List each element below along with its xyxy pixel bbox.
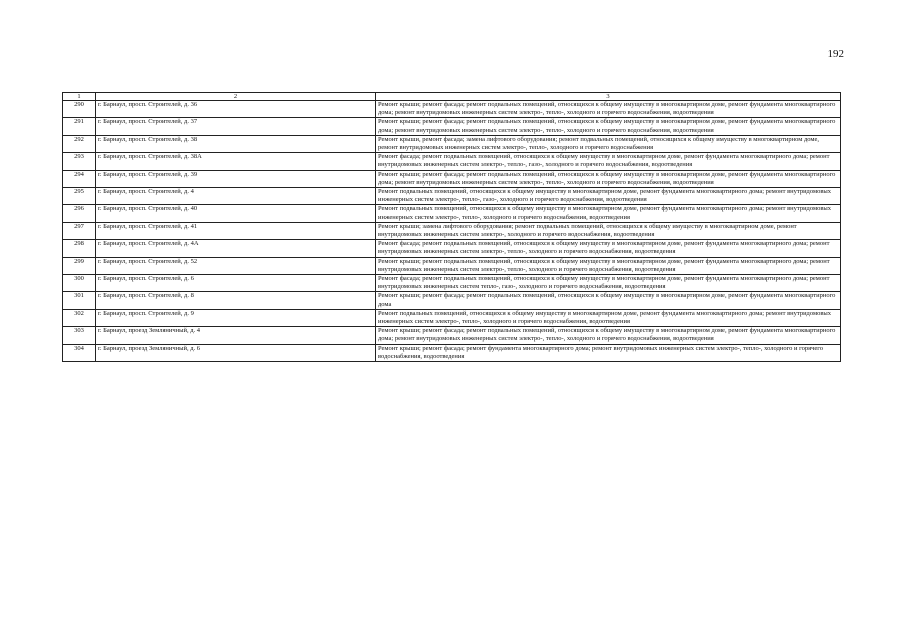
page-number: 192	[827, 48, 844, 60]
row-works: Ремонт крыши; ремонт фасада; ремонт подвальных помещений, относящихся к общему имуществу в многоквартирном доме, ремонт фундамента многоквартирного дома; ремонт внутридомовых инженерных систем электро-, тепло-, холодного и горячего водоснабжения, водоотведения	[376, 170, 841, 187]
row-number: 303	[63, 327, 96, 344]
row-works: Ремонт крыши; ремонт фасада; ремонт подвальных помещений, относящихся к общему имуществу в многоквартирном доме, ремонт фундамента многоквартирного дома; ремонт внутридомовых инженерных систем электро-, тепло-, холодного и горячего водоснабжения, водоотведения	[376, 327, 841, 344]
row-number: 290	[63, 101, 96, 118]
row-works: Ремонт фасада; ремонт подвальных помещений, относящихся к общему имуществу в многоквартирном доме, ремонт фундамента многоквартирного дома; ремонт внутридомовых инженерных систем электро-, тепло-, газо-, холодного и горячего водоснабжения, водоотведения	[376, 153, 841, 170]
row-address: г. Барнаул, просп. Строителей, д. 37	[96, 118, 376, 135]
column-header-number: 1	[63, 93, 96, 101]
row-address: г. Барнаул, просп. Строителей, д. 38А	[96, 153, 376, 170]
registry-table	[62, 92, 841, 362]
row-number: 292	[63, 135, 96, 152]
row-number: 294	[63, 170, 96, 187]
table-row	[63, 275, 841, 292]
row-works: Ремонт фасада; ремонт подвальных помещений, относящихся к общему имуществу в многоквартирном доме, ремонт фундамента многоквартирного дома; ремонт внутридомовых инженерных систем тепло-, газо-, холодного и горячего водоснабжения, водоотведения	[376, 275, 841, 292]
column-header-works: 3	[376, 93, 841, 101]
row-number: 293	[63, 153, 96, 170]
row-number: 291	[63, 118, 96, 135]
row-works: Ремонт подвальных помещений, относящихся к общему имуществу в многоквартирном доме, ремонт фундамента многоквартирного дома; ремонт внутридомовых инженерных систем электро-, тепло-, холодного и горячего водоснабжения, водоотведения	[376, 309, 841, 326]
row-number: 295	[63, 188, 96, 205]
table-row	[63, 118, 841, 135]
row-works: Ремонт крыши; ремонт подвальных помещений, относящихся к общему имуществу в многоквартирном доме, ремонт фундамента многоквартирного дома; ремонт внутридомовых инженерных систем электро-, тепло-, холодного и горячего водоснабжения, водоотведения	[376, 257, 841, 274]
row-address: г. Барнаул, просп. Строителей, д. 9	[96, 309, 376, 326]
row-number: 299	[63, 257, 96, 274]
row-number: 302	[63, 309, 96, 326]
table-row	[63, 344, 841, 361]
row-number: 298	[63, 240, 96, 257]
row-works: Ремонт крыши; ремонт фасада; ремонт подвальных помещений, относящихся к общему имуществу в многоквартирном доме, ремонт фундамента многоквартирного дома	[376, 292, 841, 309]
table-row	[63, 327, 841, 344]
table-row	[63, 292, 841, 309]
row-works: Ремонт крыши; ремонт фасада; ремонт подвальных помещений, относящихся к общему имуществу в многоквартирном доме, ремонт фундамента многоквартирного дома; ремонт внутридомовых инженерных систем электро-, тепло-, холодного и горячего водоснабжения, водоотведения	[376, 101, 841, 118]
table-row	[63, 309, 841, 326]
row-address: г. Барнаул, проезд Земляничный, д. 6	[96, 344, 376, 361]
row-number: 300	[63, 275, 96, 292]
row-address: г. Барнаул, просп. Строителей, д. 36	[96, 101, 376, 118]
table-row	[63, 188, 841, 205]
column-header-address: 2	[96, 93, 376, 101]
row-address: г. Барнаул, просп. Строителей, д. 4А	[96, 240, 376, 257]
table-row	[63, 153, 841, 170]
row-address: г. Барнаул, просп. Строителей, д. 6	[96, 275, 376, 292]
row-works: Ремонт крыши; ремонт фасада; ремонт фундамента многоквартирного дома; ремонт внутридомовых инженерных систем электро-, тепло-, холодного и горячего водоснабжения, водоотведения	[376, 344, 841, 361]
row-address: г. Барнаул, просп. Строителей, д. 52	[96, 257, 376, 274]
row-works: Ремонт крыши; замена лифтового оборудования; ремонт подвальных помещений, относящихся к общему имуществу в многоквартирном доме, ремонт внутридомовых инженерных систем электро-, холодного и горячего водоснабжения, водоотведения	[376, 222, 841, 239]
table-row	[63, 135, 841, 152]
row-number: 296	[63, 205, 96, 222]
row-address: г. Барнаул, просп. Строителей, д. 38	[96, 135, 376, 152]
header-row	[63, 93, 841, 101]
row-number: 304	[63, 344, 96, 361]
row-works: Ремонт крыши, ремонт фасада; замена лифтового оборудования; ремонт подвальных помещений, относящихся к общему имуществу в многоквартирном доме, ремонт внутридомовых инженерных систем электро-, тепло-, холодного и горячего водоснабжения	[376, 135, 841, 152]
row-address: г. Барнаул, проезд Земляничный, д. 4	[96, 327, 376, 344]
row-number: 297	[63, 222, 96, 239]
row-works: Ремонт фасада; ремонт подвальных помещений, относящихся к общему имуществу в многоквартирном доме, ремонт фундамента многоквартирного дома; ремонт внутридомовых инженерных систем электро-, тепло-, холодного и горячего водоснабжения, водоотведения	[376, 240, 841, 257]
row-address: г. Барнаул, просп. Строителей, д. 41	[96, 222, 376, 239]
table-row	[63, 205, 841, 222]
row-number: 301	[63, 292, 96, 309]
table-row	[63, 240, 841, 257]
table-header	[63, 93, 841, 101]
row-address: г. Барнаул, просп. Строителей, д. 8	[96, 292, 376, 309]
row-address: г. Барнаул, просп. Строителей, д. 40	[96, 205, 376, 222]
row-address: г. Барнаул, просп. Строителей, д. 39	[96, 170, 376, 187]
table-row	[63, 257, 841, 274]
row-works: Ремонт подвальных помещений, относящихся к общему имуществу в многоквартирном доме, ремонт фундамента многоквартирного дома; ремонт внутридомовых инженерных систем электро-, тепло-, газо-, холодного и горячего водоснабжения, водоотведения	[376, 188, 841, 205]
table-row	[63, 222, 841, 239]
row-works: Ремонт крыши; ремонт фасада; ремонт подвальных помещений, относящихся к общему имуществу в многоквартирном доме, ремонт фундамента многоквартирного дома; ремонт внутридомовых инженерных систем электро-, тепло-, холодного и горячего водоснабжения, водоотведения	[376, 118, 841, 135]
row-address: г. Барнаул, просп. Строителей, д. 4	[96, 188, 376, 205]
table-body	[63, 101, 841, 362]
row-works: Ремонт подвальных помещений, относящихся к общему имуществу в многоквартирном доме, ремонт фундамента многоквартирного дома; ремонт внутридомовых инженерных систем электро-, тепло-, холодного и горячего водоснабжения, водоотведения	[376, 205, 841, 222]
table-row	[63, 170, 841, 187]
table-row	[63, 101, 841, 118]
